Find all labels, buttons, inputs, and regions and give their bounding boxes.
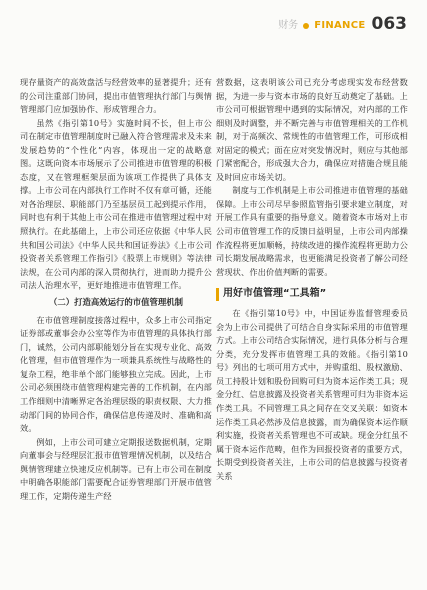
- left-paragraph-3: 在市值管理制度接落过程中，众多上市公司指定证券部或董事会办公室等作为市值管理的具体执行部门，诚然，公司内部职能划分旨在实现专业化、高效化管理，但市值管理作为一项兼具系统性与战略性的复杂工程，绝非单个部门能够独立完成。因此，上市公司必须围绕市值管理构建完善的工作机制，在内部工作细则中清晰界定各治理层级的职责权限、大力推动部门间的协同合作，确保信息传递及时、准确和高效。: [20, 314, 212, 434]
- header-finance-label: FINANCE: [314, 20, 366, 31]
- right-paragraph-2: 制度与工作机制是上市公司推进市值管理的基础保障。上市公司尽早参照监管指引要求建立制度，对开展工作具有重要的指导意义。随着资本市场对上市公司市值管理工作的反馈日益明显，上市公司内部操作流程将更加顺畅，持续改进的操作流程将更助力公司长期发展战略需求，也更能满足投资者了解公司经营现状、作出价值判断的需要。: [216, 185, 408, 277]
- page-number: 063: [371, 14, 407, 34]
- section-title: 用好市值管理“工具箱”: [223, 288, 327, 300]
- left-paragraph-2: 虽然《指引第10号》实施时间不长，但上市公司在制定市值管理制度时已融入符合管理需求及未来发展趋势的“个性化”内容，体现出一定的战略意图。这既向资本市场展示了公司推进市值管理的积极态度，又在管理框架层面为该项工作提供了具体支撑。上市公司在内部执行工作时不仅有章可循，还能对各治理层、职能部门乃至基层员工起到提示作用，同时也有利于其他上市公司在推进市值管理过程中对照执行。在此基础上，上市公司还应依据《中华人民共和国公司法》《中华人民共和国证券法》《上市公司投资者关系管理工作指引》《股票上市规则》等法律法规，在公司内部的深入贯彻执行，进而助力提升公司法人治理水平，更好地推进市值管理工作。: [20, 117, 212, 291]
- right-paragraph-1: 营数据，这表明该公司已充分考虑现实发布经营数据，为进一步与资本市场的良好互动奠定了基础。上市公司可根据管理中遇到的实际情况，对内部的工作细则及时调整，并不断完善与市值管理相关的工作机制，对于高频次、常规性的市值管理工作，可形成相对固定的模式；面在应对突发情况时，则应与其他部门紧密配合，形成强大合力，确保应对措施合规且能及时回应市场关切。: [216, 77, 408, 182]
- page-header: [278, 16, 407, 33]
- left-paragraph-1: 现存量资产的高效盘活与经营效率的显著提升；还有的公司注重部门协同，提出市值管理执行部门与舆情管理部门应加强协作、形成管理合力。: [20, 77, 212, 115]
- section-heading: [216, 287, 408, 301]
- subsection-heading: （二）打造高效运行的市值管理机制: [49, 296, 183, 307]
- header-section-label: 财务: [278, 20, 299, 31]
- section-bar-icon: [216, 288, 219, 301]
- left-column: [20, 76, 212, 503]
- right-column: [216, 76, 408, 483]
- right-paragraph-3: 在《指引第10号》中，中国证券监督管理委员会为上市公司提供了可结合自身实际采用的市值管理方式。上市公司结合实际情况，进行具体分析与合理分类，充分发挥市值管理工具的效能。《指引第10号》列出的七项可用方式中，并购重组、股权激励、员工持股计划和股份回购可归为资本运作类工具；现金分红、信息披露及投资者关系管理可归为非资本运作类工具。不同管理工具之间存在交叉关联：如资本运作类工具必然涉及信息披露，而为确保资本运作顺利实施，投资者关系管理也不可或缺。现金分红虽不属于资本运作范畴，但作为回报投资者的重要方式，长期受到投资者关注，上市公司的信息披露与投资者关系: [216, 308, 408, 481]
- left-paragraph-4: 例如，上市公司可建立定期报送数据机制，定期向董事会与经理层汇报市值管理情况机制，以及结合舆情管理建立快速反应机制等。已有上市公司在制度中明确各职能部门需要配合证券管理部门开展市值管理工作，定期传递生产经: [20, 436, 212, 501]
- header-dot-icon: [303, 23, 309, 29]
